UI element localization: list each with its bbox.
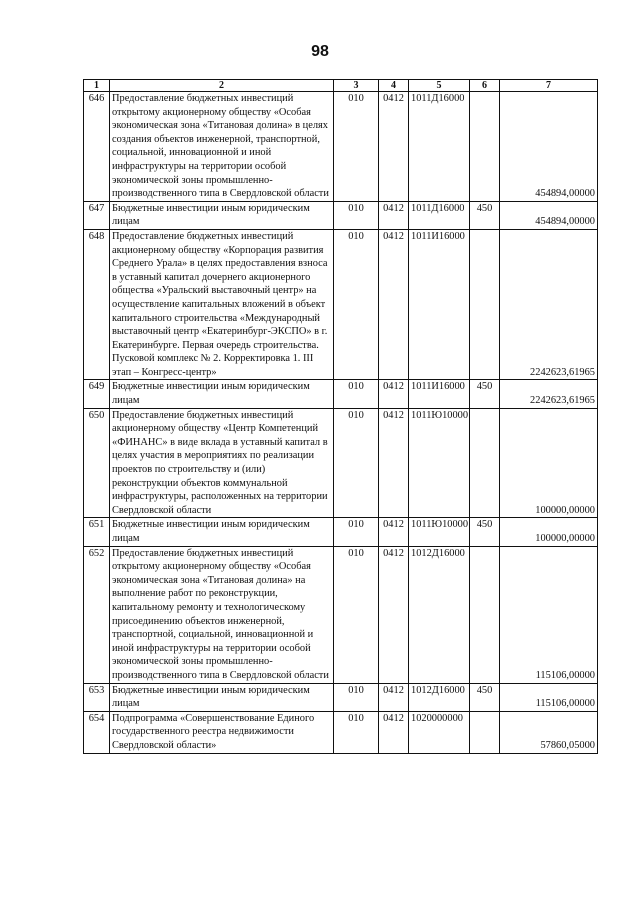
table-row <box>84 546 598 683</box>
row-code-ministry: 010 <box>334 683 379 711</box>
header-col-7: 7 <box>500 80 598 92</box>
table-row <box>84 380 598 408</box>
row-code-section: 0412 <box>379 229 409 380</box>
header-col-5: 5 <box>409 80 470 92</box>
row-code-section: 0412 <box>379 711 409 753</box>
row-code-expense-type <box>470 711 500 753</box>
row-name: Подпрограмма «Совершенствование Единого государственного реестра недвижимости Свердловской области» <box>110 711 334 753</box>
row-name: Бюджетные инвестиции иным юридическим лицам <box>110 201 334 229</box>
table-row <box>84 408 598 518</box>
table-row <box>84 518 598 546</box>
table-row <box>84 683 598 711</box>
row-name: Бюджетные инвестиции иным юридическим лицам <box>110 380 334 408</box>
row-amount: 57860,05000 <box>500 711 598 753</box>
row-amount: 115106,00000 <box>500 546 598 683</box>
row-name: Бюджетные инвестиции иным юридическим лицам <box>110 683 334 711</box>
row-code-expense-type: 450 <box>470 201 500 229</box>
table-row <box>84 229 598 380</box>
row-number: 650 <box>84 408 110 518</box>
row-number: 654 <box>84 711 110 753</box>
row-code-expense-type: 450 <box>470 380 500 408</box>
row-code-ministry: 010 <box>334 546 379 683</box>
row-code-target: 1011Ю10000 <box>409 518 470 546</box>
row-name: Предоставление бюджетных инвестиций открытому акционерному обществу «Особая экономическая зона «Титановая долина» на выполнение работ по реконструкции, капитальному ремонту и технологическому присоединению объектов инженерной, транспортной, социальной, инновационной и иной инфраструктуры на территории особой экономической зоны промышленно-производственного типа в Свердловской области <box>110 546 334 683</box>
row-code-section: 0412 <box>379 683 409 711</box>
header-col-2: 2 <box>110 80 334 92</box>
row-code-ministry: 010 <box>334 92 379 202</box>
row-code-target: 1020000000 <box>409 711 470 753</box>
row-code-section: 0412 <box>379 408 409 518</box>
row-code-expense-type: 450 <box>470 683 500 711</box>
row-amount: 115106,00000 <box>500 683 598 711</box>
row-code-target: 1011Д16000 <box>409 92 470 202</box>
row-number: 647 <box>84 201 110 229</box>
header-col-1: 1 <box>84 80 110 92</box>
row-code-ministry: 010 <box>334 380 379 408</box>
row-code-target: 1011Д16000 <box>409 201 470 229</box>
header-col-4: 4 <box>379 80 409 92</box>
row-code-section: 0412 <box>379 201 409 229</box>
row-code-section: 0412 <box>379 380 409 408</box>
row-number: 649 <box>84 380 110 408</box>
row-name: Предоставление бюджетных инвестиций акционерному обществу «Центр Компетенций «ФИНАНС» в виде вклада в уставный капитал в целях участия в мероприятиях по реализации проектов по строительству и (или) реконструкции объектов коммунальной инфраструктуры, расположенных на территории Свердловской области <box>110 408 334 518</box>
row-code-expense-type <box>470 229 500 380</box>
row-code-target: 1011И16000 <box>409 380 470 408</box>
row-code-expense-type <box>470 546 500 683</box>
row-name: Предоставление бюджетных инвестиций акционерному обществу «Корпорация развития Среднего Урала» в целях предоставления взноса в уставный капитал дочернего акционерного общества «Уральский выставочный центр» на осуществление капитальных вложений в объект капитального строительства «Международный выставочный центр «Екатеринбург-ЭКСПО» в г. Екатеринбурге. Первая очередь строительства. Пусковой комплекс № 2. Корректировка 1. III этап – Конгресс-центр» <box>110 229 334 380</box>
page-number: 98 <box>311 43 329 60</box>
row-amount: 100000,00000 <box>500 408 598 518</box>
row-amount: 2242623,61965 <box>500 229 598 380</box>
row-amount: 454894,00000 <box>500 92 598 202</box>
table-row <box>84 711 598 753</box>
row-code-ministry: 010 <box>334 408 379 518</box>
table-row <box>84 92 598 202</box>
row-code-target: 1011И16000 <box>409 229 470 380</box>
row-number: 652 <box>84 546 110 683</box>
row-code-section: 0412 <box>379 546 409 683</box>
row-number: 653 <box>84 683 110 711</box>
row-code-section: 0412 <box>379 518 409 546</box>
row-code-ministry: 010 <box>334 518 379 546</box>
row-name: Предоставление бюджетных инвестиций открытому акционерному обществу «Особая экономическая зона «Титановая долина» в целях создания объектов инженерной, транспортной, социальной, инновационной и иной инфраструктуры на территории особой экономической зоны промышленно-производственного типа в Свердловской области <box>110 92 334 202</box>
row-code-expense-type <box>470 408 500 518</box>
row-code-target: 1012Д16000 <box>409 546 470 683</box>
row-code-ministry: 010 <box>334 711 379 753</box>
row-amount: 454894,00000 <box>500 201 598 229</box>
row-number: 651 <box>84 518 110 546</box>
row-code-expense-type: 450 <box>470 518 500 546</box>
row-number: 648 <box>84 229 110 380</box>
table-row <box>84 201 598 229</box>
row-name: Бюджетные инвестиции иным юридическим лицам <box>110 518 334 546</box>
row-amount: 100000,00000 <box>500 518 598 546</box>
header-col-6: 6 <box>470 80 500 92</box>
row-code-ministry: 010 <box>334 229 379 380</box>
row-code-target: 1012Д16000 <box>409 683 470 711</box>
header-row <box>84 80 598 92</box>
row-code-section: 0412 <box>379 92 409 202</box>
row-code-ministry: 010 <box>334 201 379 229</box>
row-number: 646 <box>84 92 110 202</box>
budget-table <box>83 79 598 754</box>
row-code-expense-type <box>470 92 500 202</box>
header-col-3: 3 <box>334 80 379 92</box>
row-amount: 2242623,61965 <box>500 380 598 408</box>
row-code-target: 1011Ю10000 <box>409 408 470 518</box>
